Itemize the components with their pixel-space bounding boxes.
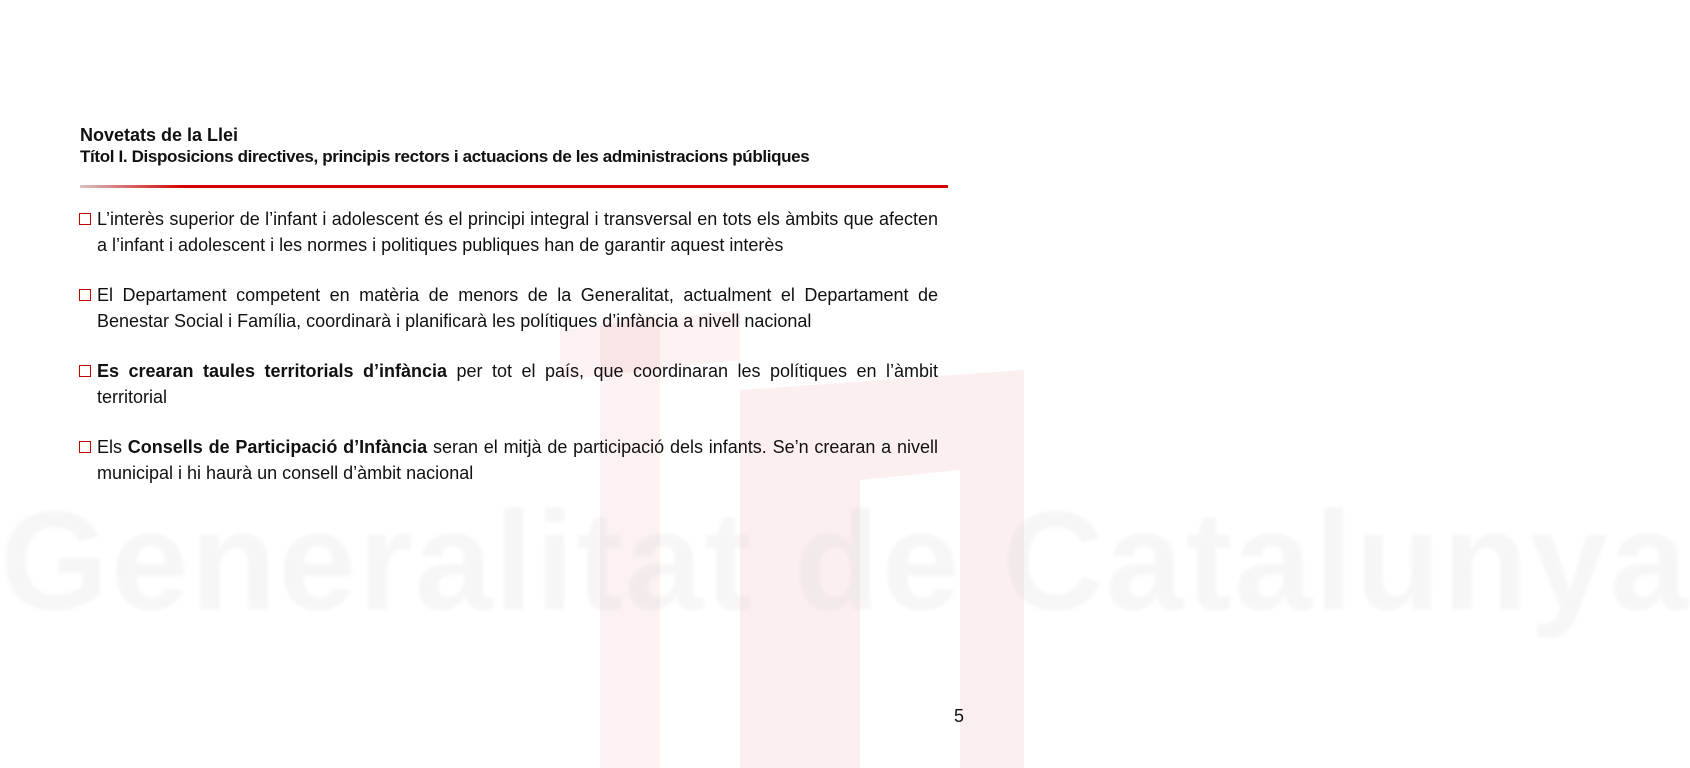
bullet-list	[78, 206, 938, 510]
hollow-square-icon	[79, 441, 91, 453]
title-divider	[80, 185, 948, 188]
hollow-square-icon	[79, 289, 91, 301]
page-number: 5	[953, 706, 964, 726]
bullet-text: Els	[97, 437, 128, 457]
bullet-text: seran el mitjà de participació dels infants. Se’n crearan a nivell municipal i hi haurà un consell d’àmbit nacional	[97, 437, 938, 483]
bullet-emphasis: Es crearan taules territorials d’infància	[97, 361, 448, 381]
bullet-item	[78, 358, 938, 410]
bullet-emphasis: Consells de Participació d’Infància	[127, 437, 428, 457]
bullet-item	[78, 434, 938, 486]
bullet-text: El Departament competent en matèria de menors de la Generalitat, actualment el Departament de Benestar Social i Família, coordinarà i planificarà les polítiques d’infància a nivell nacional	[97, 285, 938, 331]
bullet-text: per tot el país, que coordinaran les polítiques en l’àmbit territorial	[97, 361, 939, 407]
bullet-item	[78, 206, 938, 258]
watermark-wordmark: Generalitat de Catalunya	[0, 482, 1690, 639]
slide-title: Novetats de la Llei	[80, 125, 239, 145]
slide-subtitle: Títol I. Disposicions directives, principis rectors i actuacions de les administracions públiques	[80, 147, 810, 166]
slide-header	[80, 124, 950, 168]
bullet-text: L’interès superior de l’infant i adolescent és el principi integral i transversal en tots els àmbits que afecten a l’infant i adolescent i les normes i politiques publiques han de garantir aquest interès	[97, 209, 938, 255]
hollow-square-icon	[79, 213, 91, 225]
hollow-square-icon	[79, 365, 91, 377]
bullet-item	[78, 282, 938, 334]
